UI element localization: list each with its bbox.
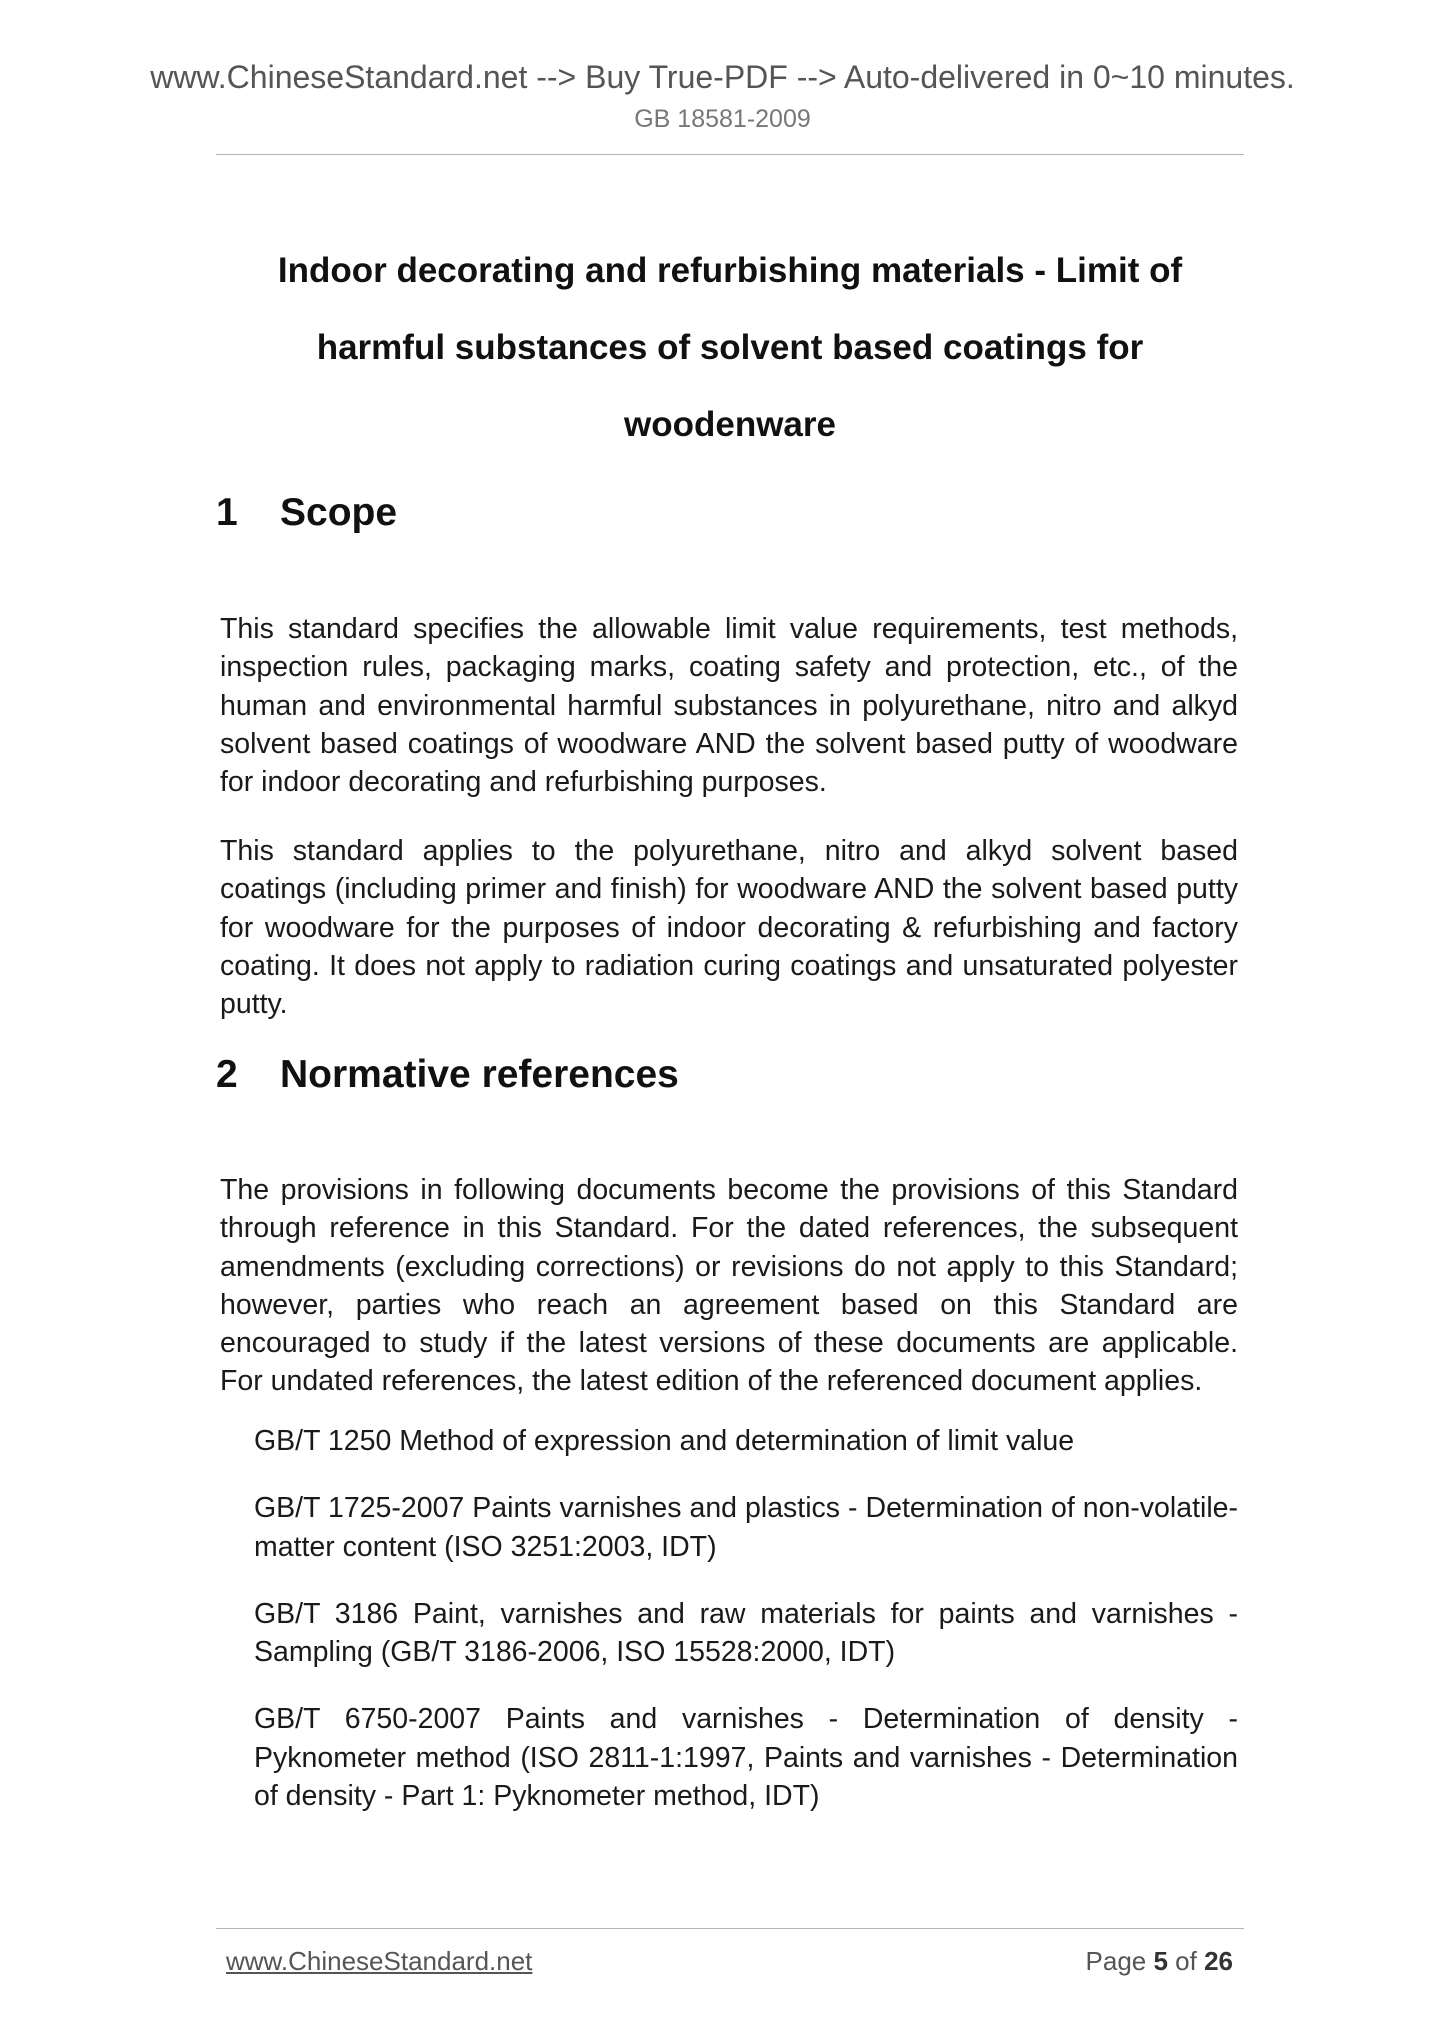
- total-page-count: 26: [1204, 1946, 1233, 1976]
- page-of-label: of: [1167, 1946, 1205, 1976]
- section-number: 2: [216, 1053, 238, 1096]
- scope-paragraph-1: This standard specifies the allowable limit value requirements, test methods, inspection rules, packaging marks, coating safety and protection, etc., of the human and environmental harmful substances in polyurethane, nitro and alkyd solvent based coatings of woodware AND the solvent based putty of woodware for indoor decorating and refurbishing purposes.: [220, 613, 1238, 799]
- title-line-1: Indoor decorating and refurbishing materials - Limit of: [277, 251, 1183, 290]
- reference-item: GB/T 6750-2007 Paints and varnishes - Determination of density - Pyknometer method (ISO 2811-1:1997, Paints and varnishes - Determination of density - Part 1: Pyknometer method, IDT): [254, 1703, 1238, 1813]
- reference-item: GB/T 1250 Method of expression and determination of limit value: [254, 1425, 1075, 1457]
- references-intro-paragraph: The provisions in following documents become the provisions of this Standard through reference in this Standard. For the dated references, the subsequent amendments (excluding corrections) or revisions do not apply to this Standard; however, parties who reach an agreement based on this Standard are encouraged to study if the latest versions of these documents are applicable. For undated references, the latest edition of the referenced document applies.: [220, 1174, 1238, 1398]
- reference-item: GB/T 1725-2007 Paints varnishes and plastics - Determination of non-volatile-matter content (ISO 3251:2003, IDT): [254, 1492, 1238, 1563]
- header-banner: www.ChineseStandard.net --> Buy True-PDF --> Auto-delivered in 0~10 minutes.: [150, 59, 1295, 95]
- section-heading-normative-references: [216, 1052, 679, 1098]
- current-page-number: 5: [1153, 1946, 1168, 1976]
- title-line-2: harmful substances of solvent based coatings for: [316, 328, 1144, 367]
- footer-divider: [216, 1928, 1244, 1929]
- title-line-3: woodenware: [624, 405, 836, 444]
- reference-list: [254, 1422, 1238, 1844]
- reference-item: GB/T 3186 Paint, varnishes and raw materials for paints and varnishes - Sampling (GB/T 3186-2006, ISO 15528:2000, IDT): [254, 1597, 1238, 1669]
- section-title: Scope: [280, 491, 398, 534]
- section-title: Normative references: [280, 1053, 679, 1096]
- scope-paragraph-2: This standard applies to the polyurethane, nitro and alkyd solvent based coatings (including primer and finish) for woodware AND the solvent based putty for woodware for the purposes of indoor decorating & refurbishing and factory coating. It does not apply to radiation curing coatings and unsaturated polyester putty.: [220, 835, 1238, 1021]
- page-indicator: [1086, 1945, 1233, 1977]
- header-divider: [216, 154, 1244, 155]
- document-title: [216, 232, 1244, 463]
- section-number: 1: [216, 491, 238, 534]
- page-prefix: Page: [1085, 1946, 1154, 1976]
- section-heading-scope: [216, 490, 397, 536]
- standard-code: GB 18581-2009: [634, 105, 811, 133]
- footer-site-link[interactable]: www.ChineseStandard.net: [226, 1946, 533, 1976]
